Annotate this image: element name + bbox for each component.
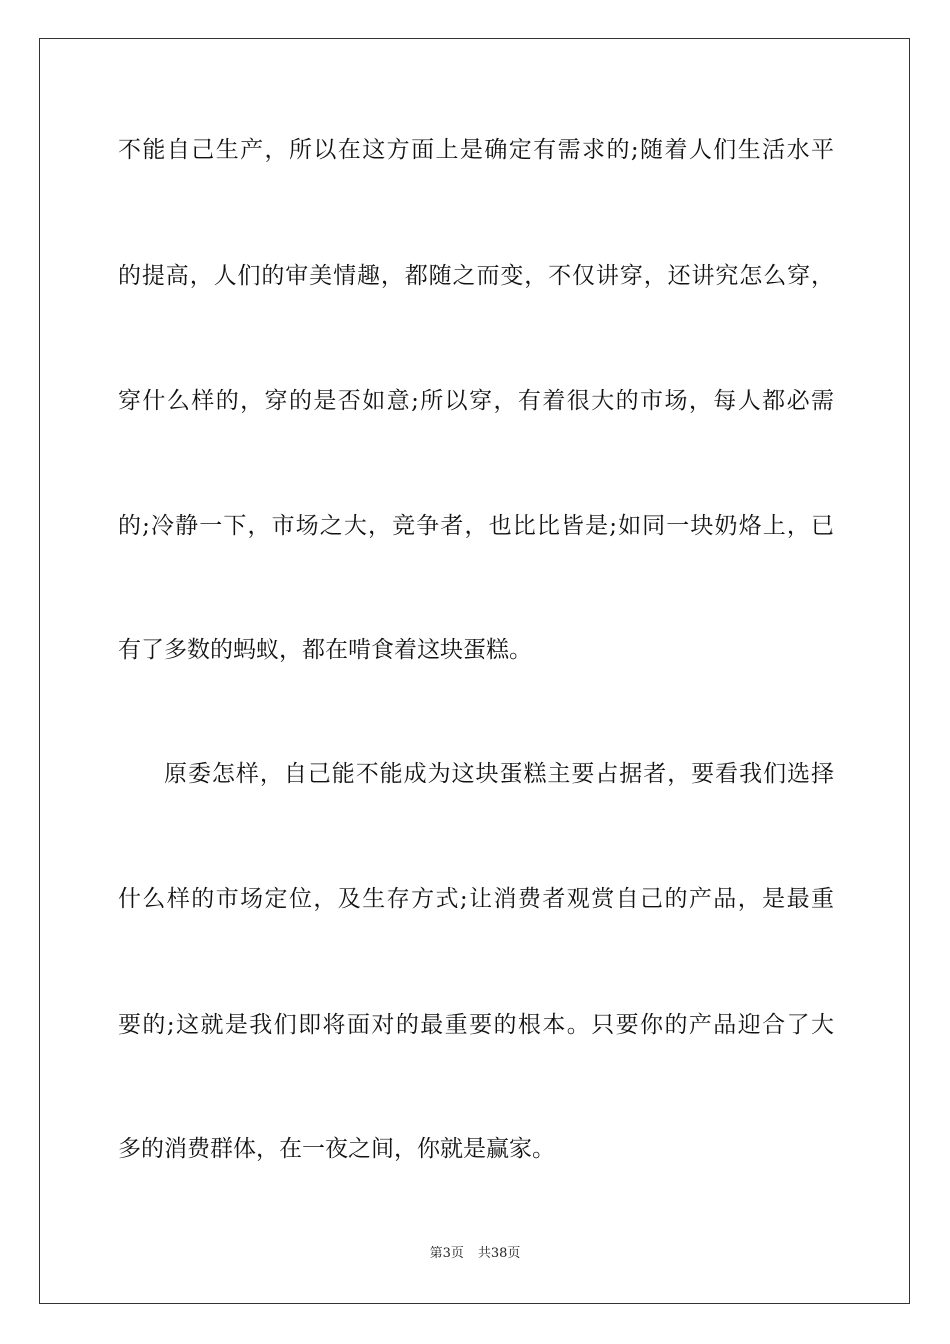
paragraph-line-3: 穿什么样的，穿的是否如意;所以穿，有着很大的市场，每人都必需 xyxy=(118,388,834,414)
paragraph-line-8: 要的;这就是我们即将面对的最重要的根本。只要你的产品迎合了大 xyxy=(118,1012,834,1038)
paragraph-line-9: 多的消费群体，在一夜之间，你就是赢家。 xyxy=(118,1136,555,1162)
paragraph-line-4: 的;冷静一下，市场之大，竞争者，也比比皆是;如同一块奶烙上，已 xyxy=(118,513,834,539)
page-footer xyxy=(0,1245,950,1263)
paragraph-line-6: 原委怎样，自己能不能成为这块蛋糕主要占据者，要看我们选择 xyxy=(164,761,834,787)
total-pages: 共38页 xyxy=(477,1246,521,1261)
page-number: 第3页 xyxy=(429,1246,464,1261)
paragraph-line-1: 不能自己生产，所以在这方面上是确定有需求的;随着人们生活水平 xyxy=(118,137,834,163)
paragraph-line-5: 有了多数的蚂蚁，都在啃食着这块蛋糕。 xyxy=(118,637,532,663)
paragraph-line-7: 什么样的市场定位，及生存方式;让消费者观赏自己的产品，是最重 xyxy=(118,886,834,912)
paragraph-line-2: 的提高，人们的审美情趣，都随之而变，不仅讲穿，还讲究怎么穿， xyxy=(118,263,834,289)
page-frame xyxy=(39,38,910,1304)
